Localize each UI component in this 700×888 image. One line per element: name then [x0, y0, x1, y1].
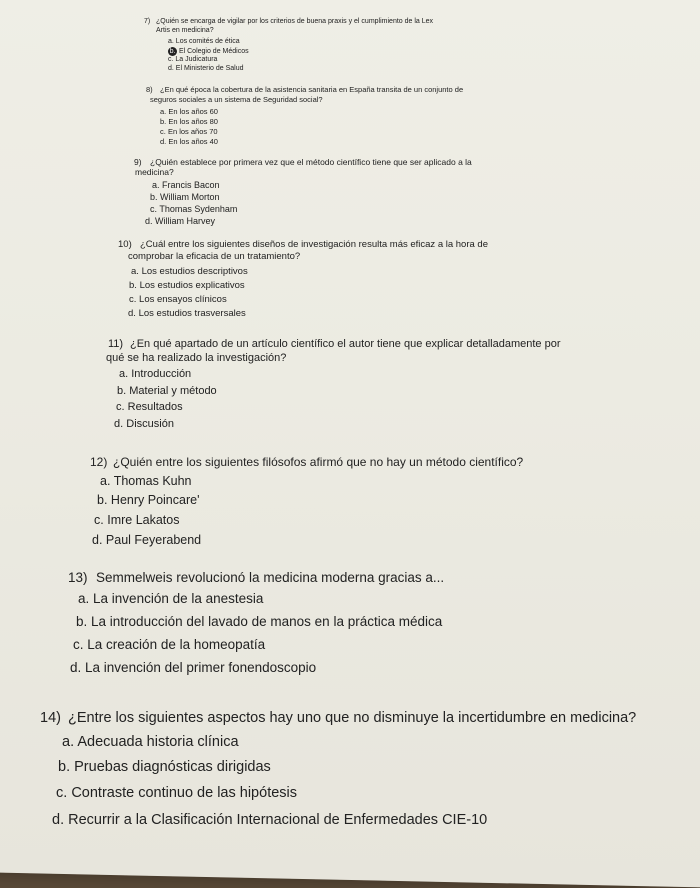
option-9d[interactable] — [145, 216, 215, 226]
option-text: El Ministerio de Salud — [175, 65, 244, 72]
option-10d[interactable] — [128, 308, 246, 319]
option-text: La invención del primer fonendoscopio — [85, 660, 317, 675]
option-13a[interactable] — [78, 591, 263, 606]
option-text: Los estudios descriptivos — [141, 266, 248, 277]
question-14-text: ¿Entre los siguientes aspectos hay uno que no disminuye la incertidumbre en medicina? — [68, 710, 637, 726]
option-10a[interactable] — [131, 266, 248, 277]
option-letter: d. — [168, 65, 174, 72]
option-letter: b. — [117, 385, 127, 397]
question-8-text: ¿En qué época la cobertura de la asistencia sanitaria en España transita de un conjunto de — [160, 85, 464, 94]
option-9c[interactable] — [150, 204, 237, 214]
option-7d[interactable] — [168, 65, 244, 72]
option-text: Los estudios explicativos — [139, 280, 245, 291]
question-12-text: ¿Quién entre los siguientes filósofos afirmó que no hay un método científico? — [113, 455, 524, 469]
option-11b[interactable] — [117, 385, 217, 397]
question-13-number: 13) — [68, 570, 88, 585]
option-8b[interactable] — [160, 117, 218, 126]
option-letter: a. — [131, 266, 139, 277]
option-letter: a. — [119, 368, 129, 380]
option-7a[interactable] — [168, 38, 240, 45]
option-letter: a. — [168, 38, 174, 45]
option-text: William Morton — [160, 192, 220, 202]
option-letter: a. — [62, 734, 75, 750]
option-text: En los años 40 — [168, 137, 218, 146]
question-9-text: medicina? — [135, 167, 174, 177]
option-letter: c. — [116, 401, 125, 413]
option-11c[interactable] — [116, 401, 183, 413]
question-7-text: ¿Quién se encarga de vigilar por los criterios de buena praxis y el cumplimiento de la Lex — [156, 18, 434, 25]
option-text: Los comités de ética — [175, 38, 240, 45]
option-letter: b. — [160, 117, 167, 126]
option-letter: c. — [73, 637, 84, 652]
option-text: La Judicatura — [175, 56, 218, 63]
question-11-text: ¿En qué apartado de un artículo científico el autor tiene que explicar detalladamente por — [130, 338, 561, 350]
option-12c[interactable] — [94, 513, 179, 527]
option-letter: d. — [70, 660, 82, 675]
option-letter: c. — [56, 785, 68, 801]
question-9-text: ¿Quién establece por primera vez que el método científico tiene que ser aplicado a la — [150, 157, 472, 167]
option-text: Los ensayos clínicos — [139, 294, 227, 305]
option-text: Introducción — [131, 368, 192, 380]
option-text: Material y método — [129, 385, 217, 397]
option-letter: d. — [145, 216, 153, 226]
option-letter: c. — [168, 56, 174, 63]
option-letter: b. — [58, 759, 71, 775]
option-letter: d. — [52, 812, 65, 828]
option-13d[interactable] — [70, 660, 316, 675]
option-text: La invención de la anestesia — [93, 591, 264, 606]
option-text: Contraste continuo de las hipótesis — [71, 785, 298, 801]
option-letter: a. — [160, 107, 167, 116]
option-text: Thomas Kuhn — [113, 474, 192, 488]
option-text: Paul Feyerabend — [105, 533, 202, 547]
option-10c[interactable] — [129, 294, 227, 305]
option-text: El Colegio de Médicos — [178, 48, 249, 55]
question-9-number: 9) — [134, 157, 142, 167]
option-text: Recurrir a la Clasificación Internacional de Enfermedades CIE-10 — [68, 812, 488, 828]
question-13-text: Semmelweis revolucionó la medicina moderna gracias a... — [96, 570, 445, 585]
option-letter: d. — [128, 308, 136, 319]
option-9a[interactable] — [152, 180, 220, 190]
option-letter: d. — [92, 533, 103, 547]
option-text: Thomas Sydenham — [159, 204, 238, 214]
option-14a[interactable] — [62, 734, 239, 750]
question-10-text: ¿Cuál entre los siguientes diseños de investigación resulta más eficaz a la hora de — [140, 239, 488, 250]
question-8-number: 8) — [146, 85, 153, 94]
option-7c[interactable] — [168, 56, 217, 63]
option-text: En los años 70 — [167, 127, 218, 136]
question-14-number: 14) — [40, 710, 61, 726]
option-letter: c. — [150, 204, 158, 214]
option-text: Imre Lakatos — [107, 513, 180, 527]
option-10b[interactable] — [129, 280, 245, 291]
option-12b[interactable] — [97, 493, 199, 507]
question-7-number: 7) — [144, 18, 151, 25]
option-text: Resultados — [127, 401, 183, 413]
option-8a[interactable] — [160, 107, 218, 116]
option-text: Discusión — [126, 418, 174, 430]
option-letter: d. — [114, 418, 124, 430]
option-letter: a. — [100, 474, 111, 488]
option-8d[interactable] — [160, 137, 218, 146]
option-text: En los años 60 — [168, 107, 218, 116]
question-11-text: qué se ha realizado la investigación? — [106, 352, 287, 364]
option-12d[interactable] — [92, 533, 201, 547]
option-letter: c. — [129, 294, 137, 305]
option-text: Adecuada historia clínica — [77, 734, 239, 750]
option-9b[interactable] — [150, 192, 220, 202]
option-text: William Harvey — [155, 216, 216, 226]
option-letter: c. — [94, 513, 104, 527]
option-13c[interactable] — [73, 637, 265, 652]
option-letter: b. — [97, 493, 108, 507]
option-text: Francis Bacon — [162, 180, 220, 190]
option-letter: b. — [76, 614, 88, 629]
option-7b[interactable] — [168, 47, 249, 56]
question-8-text: seguros sociales a un sistema de Seguridad social? — [150, 95, 323, 104]
option-letter: c. — [160, 127, 166, 136]
question-11-number: 11) — [108, 338, 124, 350]
option-letter: b. — [150, 192, 158, 202]
option-14d[interactable] — [52, 812, 487, 828]
question-7-text: Artis en medicina? — [156, 27, 214, 34]
option-13b[interactable] — [76, 614, 442, 629]
option-11d[interactable] — [114, 418, 174, 430]
option-text: La introducción del lavado de manos en la práctica médica — [91, 614, 443, 629]
question-10-number: 10) — [118, 239, 132, 250]
option-text: Los estudios trasversales — [138, 308, 246, 319]
option-8c[interactable] — [160, 127, 218, 136]
option-text: En los años 80 — [168, 117, 218, 126]
question-12-number: 12) — [90, 455, 108, 469]
option-letter: a. — [78, 591, 90, 606]
option-14b[interactable] — [58, 759, 271, 775]
option-12a[interactable] — [100, 474, 192, 488]
option-letter: d. — [160, 137, 167, 146]
option-letter: a. — [152, 180, 160, 190]
option-11a[interactable] — [119, 368, 191, 380]
option-text: Pruebas diagnósticas dirigidas — [74, 759, 271, 775]
question-10-text: comprobar la eficacia de un tratamiento? — [128, 251, 301, 262]
option-text: Henry Poincare' — [110, 493, 200, 507]
option-text: La creación de la homeopatía — [87, 637, 266, 652]
option-letter: b. — [129, 280, 137, 291]
selected-answer-mark: b. — [169, 48, 176, 55]
option-14c[interactable] — [56, 785, 297, 801]
